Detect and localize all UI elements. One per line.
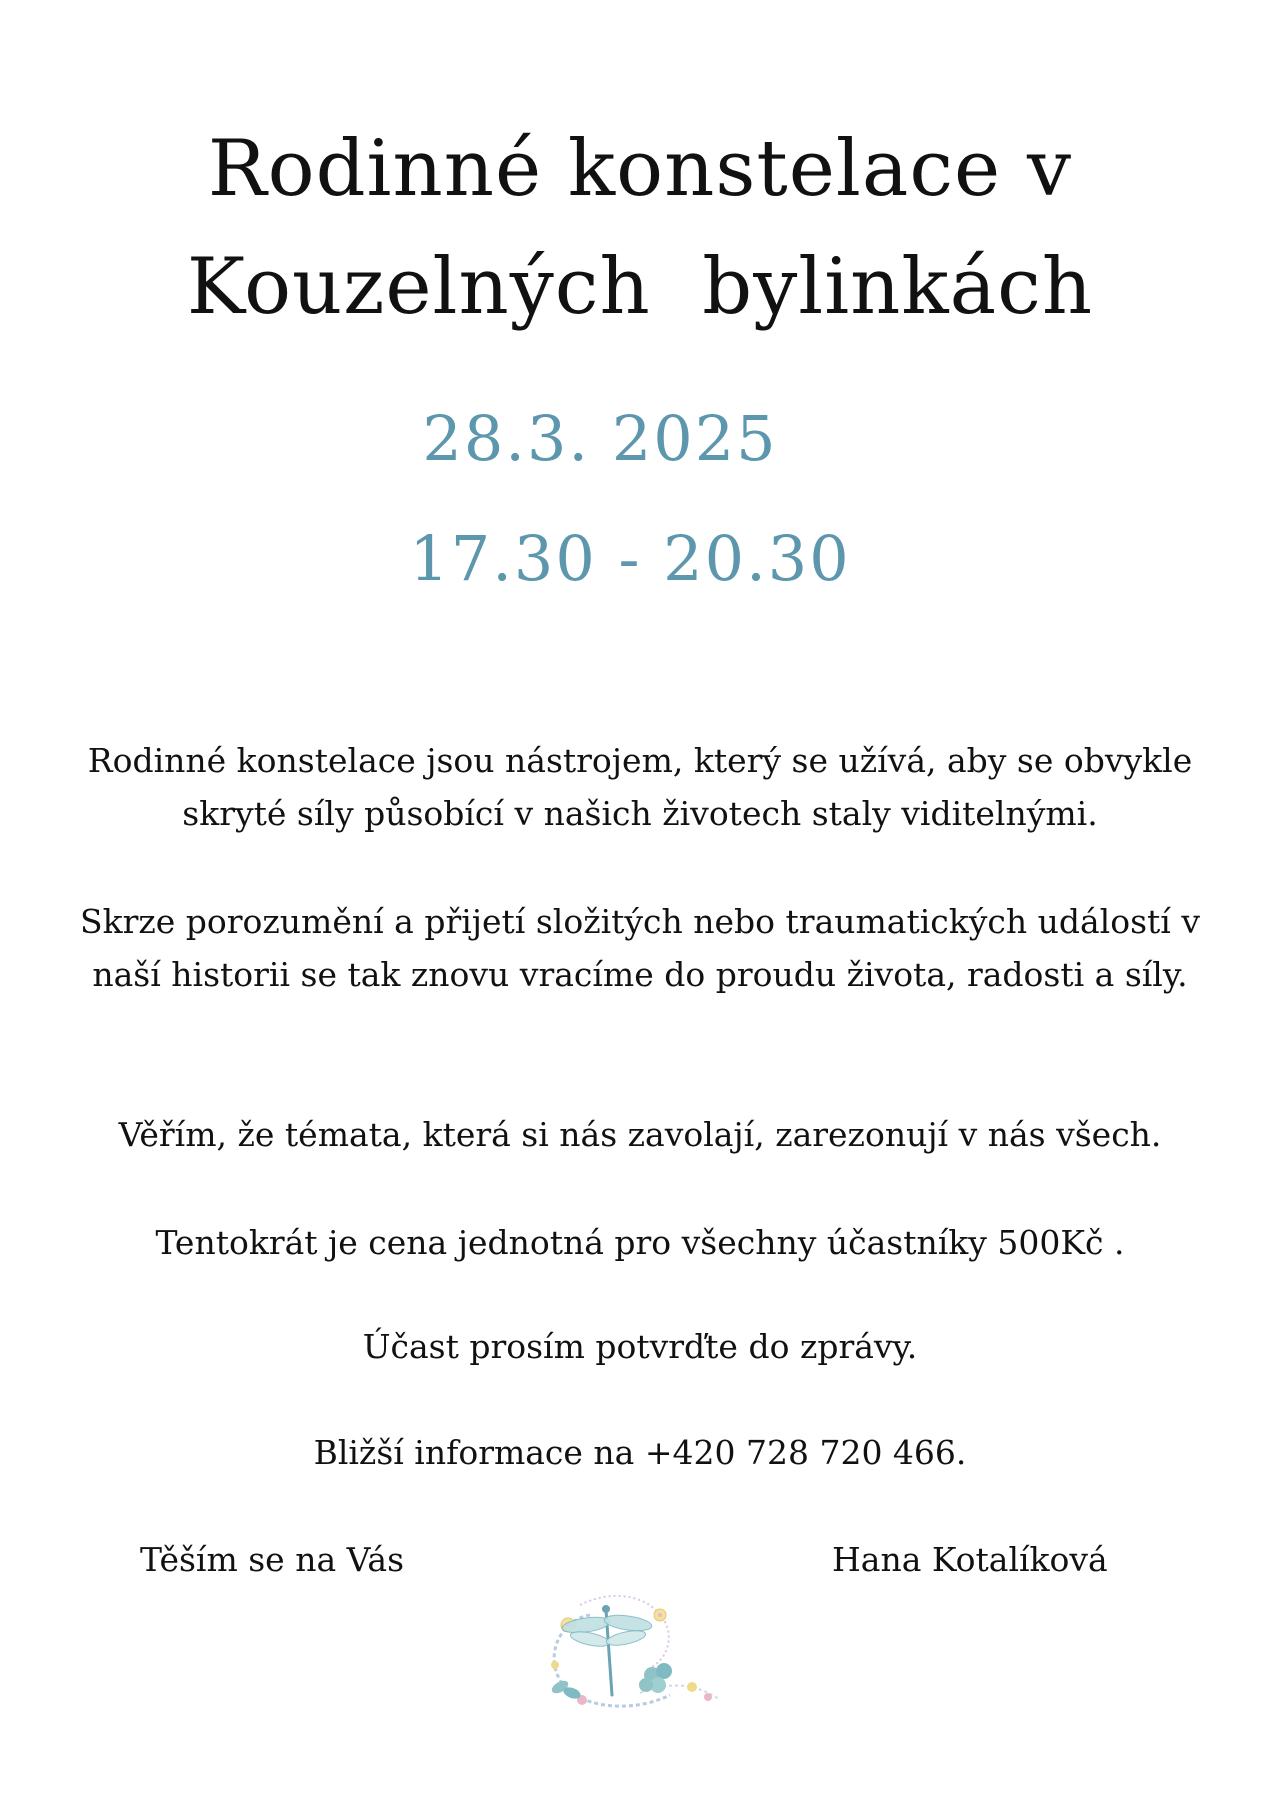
greeting-text: Těším se na Vás [140,1540,405,1579]
belief-paragraph: Věřím, že témata, která si nás zavolají, zarezonují v nás všech. [118,1115,1162,1154]
event-date: 28.3. 2025 [422,402,778,475]
contact-paragraph: Bližší informace na +420 728 720 466. [313,1433,967,1472]
price-paragraph: Tentokrát je cena jednotná pro všechny účastníky 500Kč . [155,1223,1125,1262]
dragonfly-flower-wreath-icon [520,1575,730,1725]
event-time: 17.30 - 20.30 [409,522,851,595]
description-paragraph: Skrze porozumění a přijetí složitých nebo traumatických událostí v naší historii se tak znovu vracíme do proudu života, radosti a síly. [79,902,1200,994]
page-title [0,110,1280,346]
confirmation-paragraph: Účast prosím potvrďte do zprávy. [362,1327,918,1366]
title-line-1: Rodinné konstelace v [207,124,1073,214]
title-line-2: Kouzelných bylinkách [186,242,1094,332]
author-name: Hana Kotalíková [832,1540,1108,1579]
intro-paragraph: Rodinné konstelace jsou nástrojem, který se užívá, aby se obvykle skryté síly působící v našich životech staly viditelnými. [87,741,1193,833]
